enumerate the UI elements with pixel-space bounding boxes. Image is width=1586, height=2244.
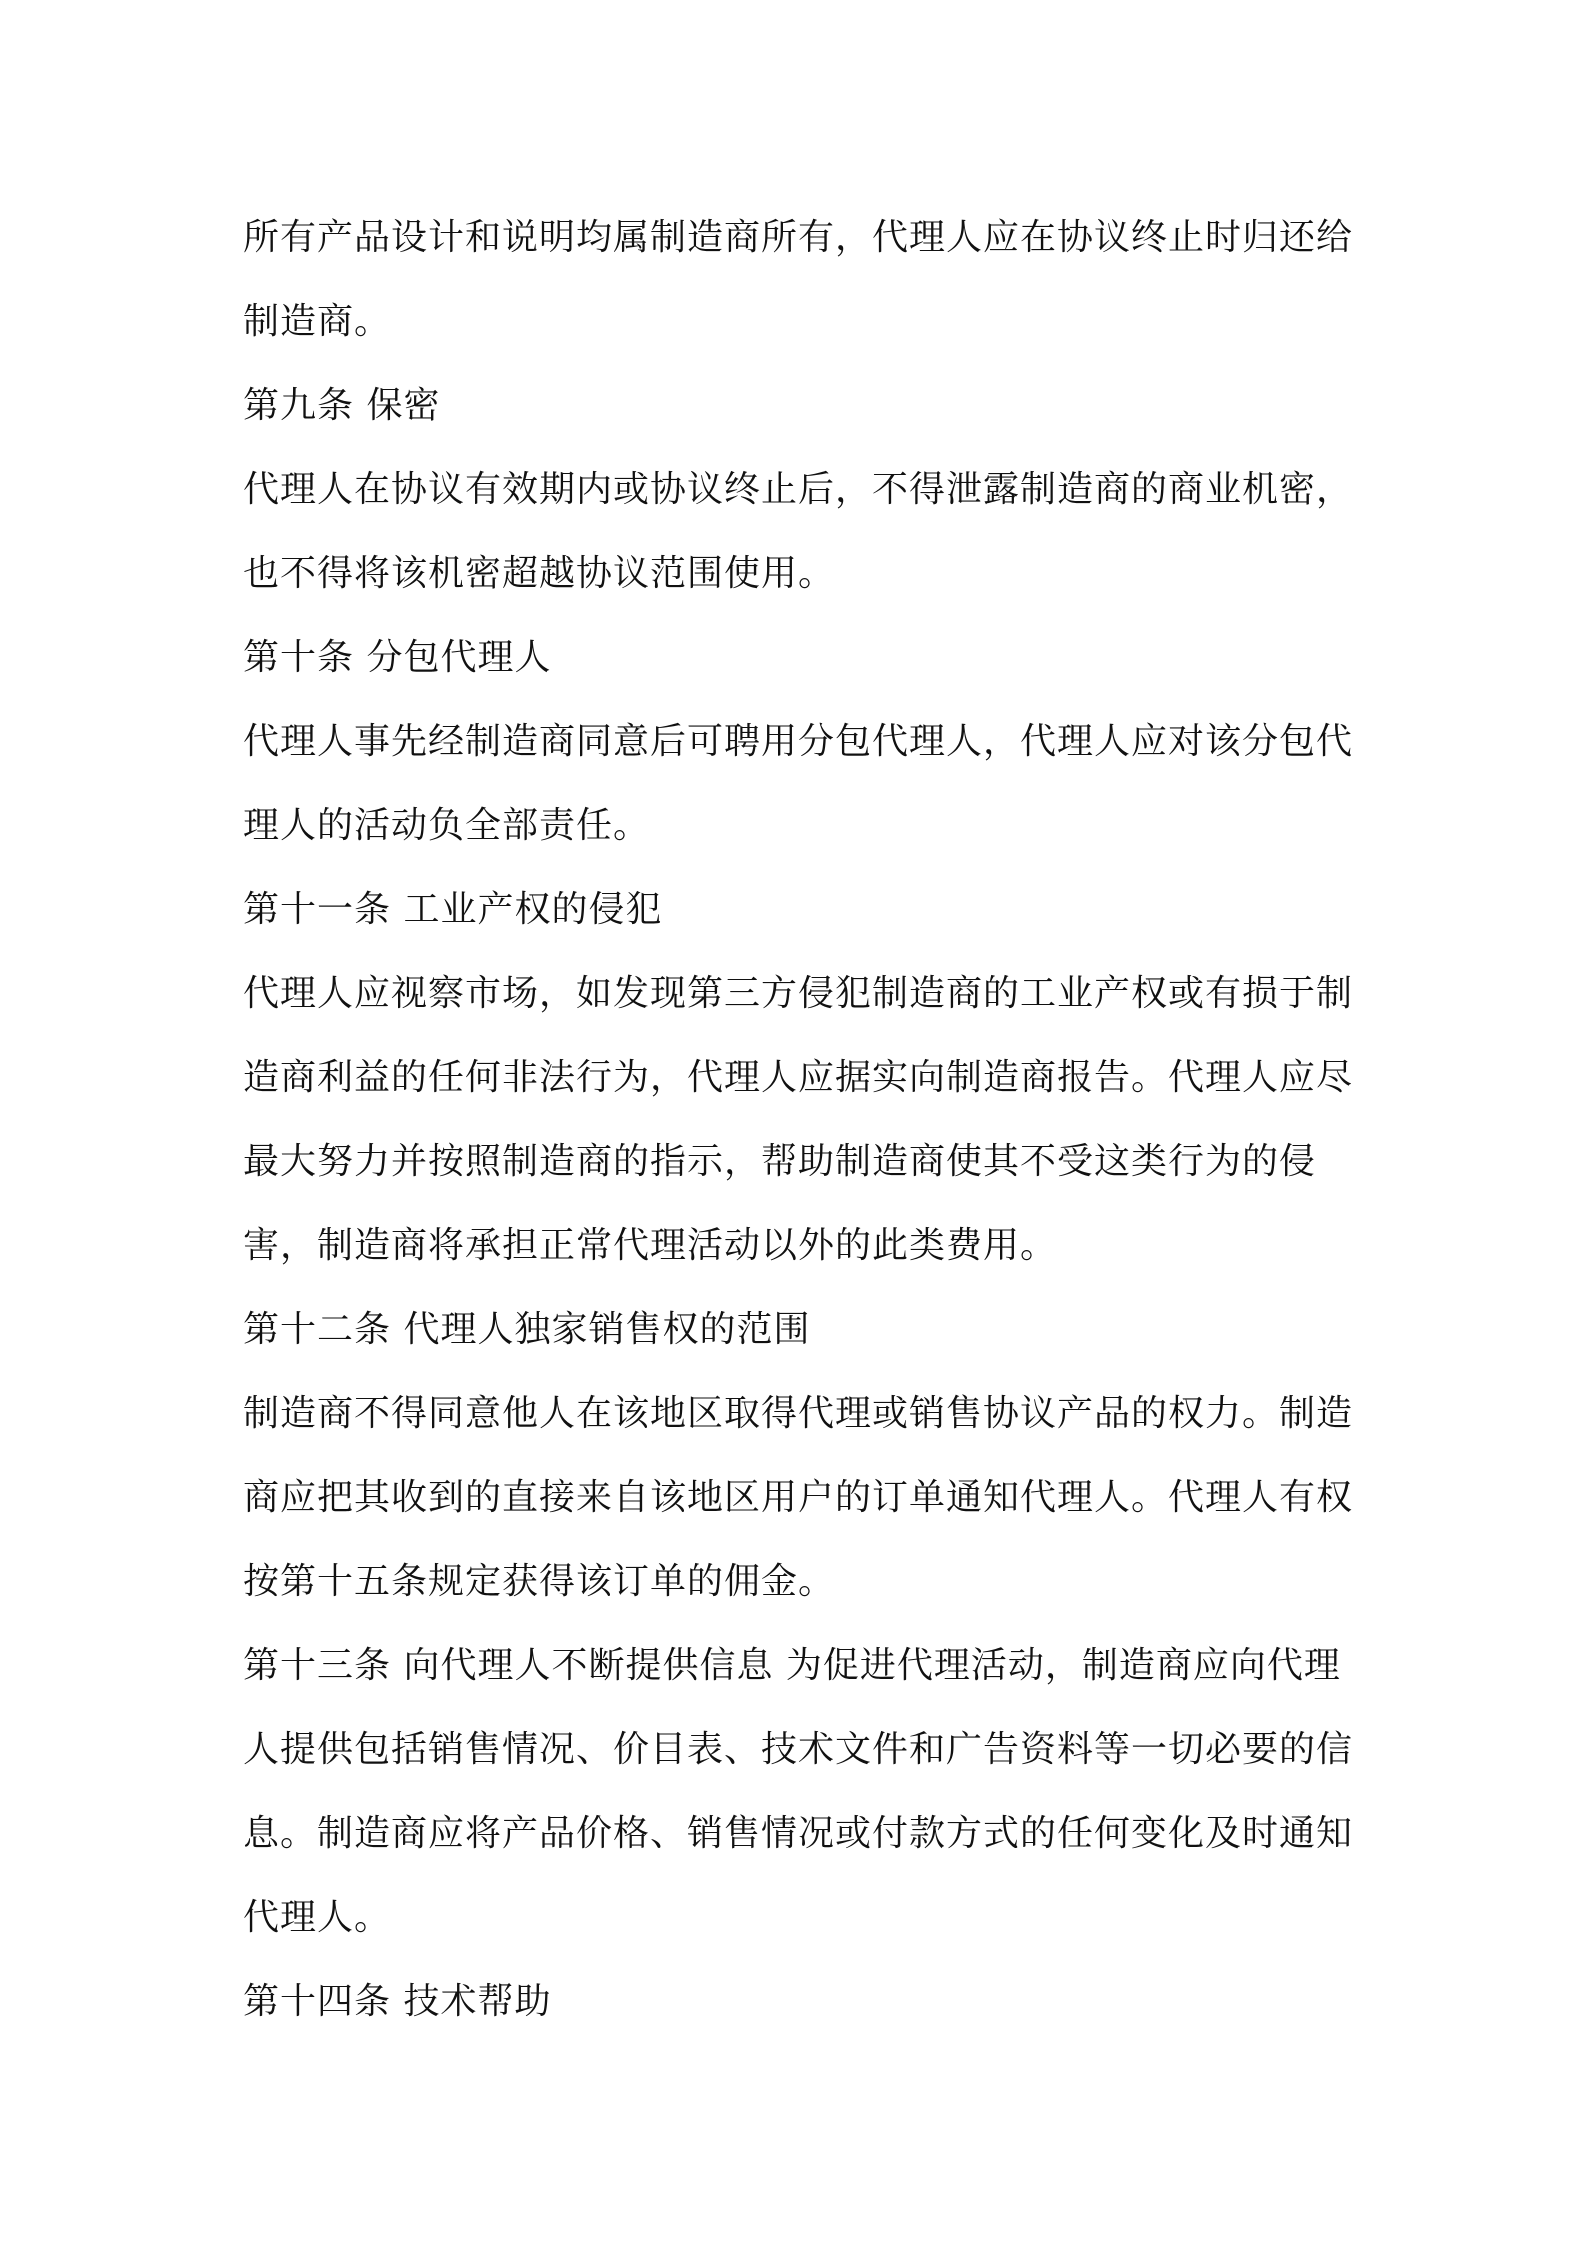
text-line: 所有产品设计和说明均属制造商所有，代理人应在协议终止时归还给 bbox=[243, 217, 1354, 258]
text-line: 代理人应视察市场，如发现第三方侵犯制造商的工业产权或有损于制 bbox=[243, 973, 1354, 1014]
text-line: 制造商。 bbox=[243, 301, 392, 342]
text-line: 按第十五条规定获得该订单的佣金。 bbox=[243, 1561, 836, 1602]
article-heading-9: 第九条 保密 bbox=[243, 385, 441, 426]
text-line: 息。制造商应将产品价格、销售情况或付款方式的任何变化及时通知 bbox=[243, 1813, 1354, 1854]
text-line: 最大努力并按照制造商的指示，帮助制造商使其不受这类行为的侵 bbox=[243, 1141, 1317, 1182]
text-line: 也不得将该机密超越协议范围使用。 bbox=[243, 553, 836, 594]
article-heading-11: 第十一条 工业产权的侵犯 bbox=[243, 889, 663, 930]
text-line: 代理人。 bbox=[243, 1897, 392, 1938]
text-line: 人提供包括销售情况、价目表、技术文件和广告资料等一切必要的信 bbox=[243, 1729, 1354, 1770]
text-line: 造商利益的任何非法行为，代理人应据实向制造商报告。代理人应尽 bbox=[243, 1057, 1354, 1098]
article-heading-12: 第十二条 代理人独家销售权的范围 bbox=[243, 1309, 811, 1350]
document-page bbox=[243, 196, 1363, 2044]
paragraph-ip-infringement bbox=[243, 952, 1363, 1288]
text-line: 制造商不得同意他人在该地区取得代理或销售协议产品的权力。制造 bbox=[243, 1393, 1354, 1434]
text-line: 代理人事先经制造商同意后可聘用分包代理人，代理人应对该分包代 bbox=[243, 721, 1354, 762]
text-line: 第十三条 向代理人不断提供信息 为促进代理活动，制造商应向代理 bbox=[243, 1645, 1341, 1686]
article-heading-10: 第十条 分包代理人 bbox=[243, 637, 552, 678]
paragraph-confidentiality bbox=[243, 448, 1363, 616]
paragraph-sub-agent bbox=[243, 700, 1363, 868]
paragraph-article-13-information bbox=[243, 1624, 1363, 1960]
text-line: 代理人在协议有效期内或协议终止后，不得泄露制造商的商业机密， bbox=[243, 469, 1354, 510]
text-line: 商应把其收到的直接来自该地区用户的订单通知代理人。代理人有权 bbox=[243, 1477, 1354, 1518]
paragraph-exclusive-scope bbox=[243, 1372, 1363, 1624]
text-line: 害，制造商将承担正常代理活动以外的此类费用。 bbox=[243, 1225, 1058, 1266]
paragraph-design-ownership bbox=[243, 196, 1363, 364]
text-line: 理人的活动负全部责任。 bbox=[243, 805, 651, 846]
article-heading-14: 第十四条 技术帮助 bbox=[243, 1981, 552, 2022]
